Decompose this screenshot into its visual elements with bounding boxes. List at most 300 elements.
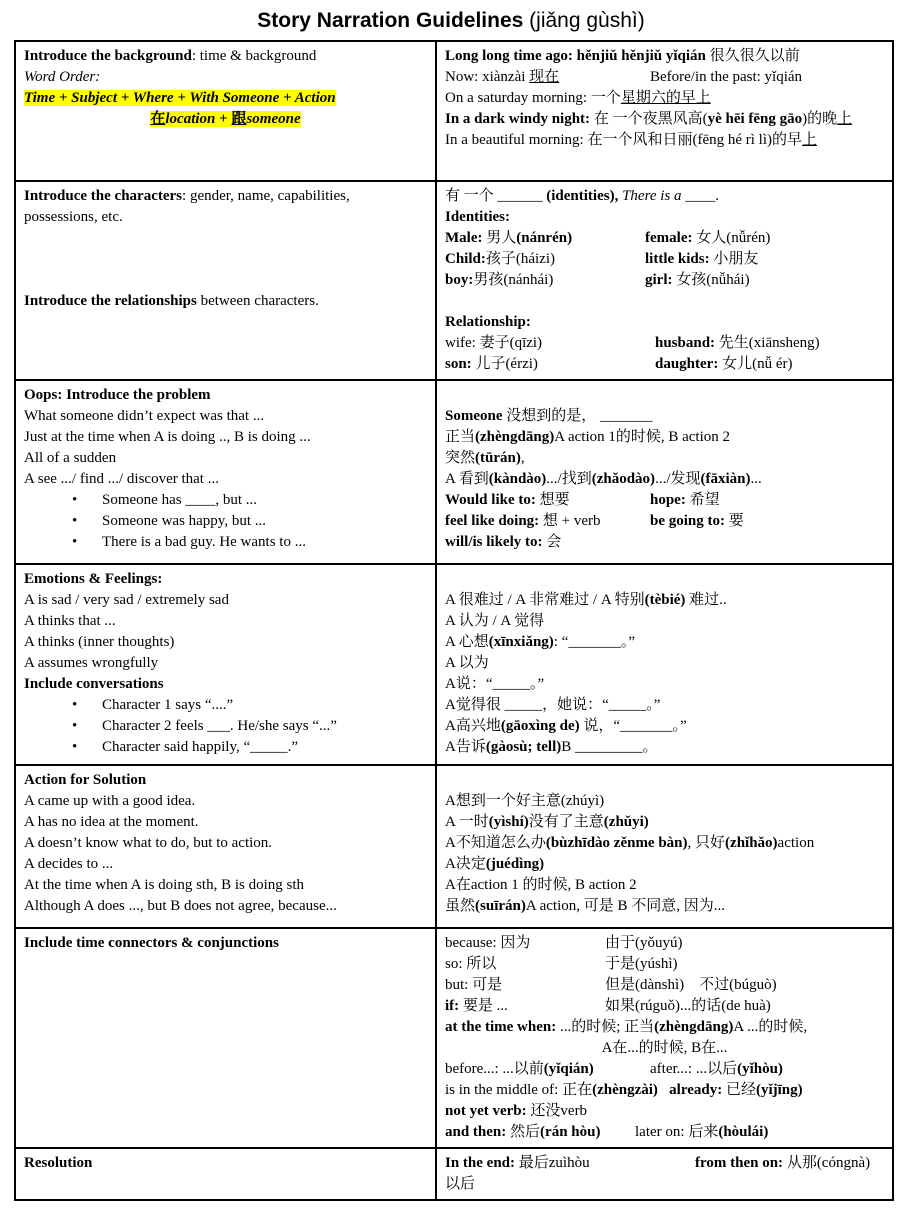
text-line — [445, 791, 884, 812]
text-line — [24, 511, 427, 532]
text-segment: A thinks (inner thoughts) — [24, 634, 175, 650]
text-segment: Emotions & Feelings: — [24, 571, 163, 587]
text-segment: , — [520, 450, 525, 466]
text-line — [445, 448, 884, 469]
text-segment: A action 1的时候, B action 2 — [554, 429, 731, 445]
text-segment: (zhèngdāng) — [475, 429, 555, 445]
text-segment: Male: — [445, 230, 487, 246]
document-title-main: Story Narration Guidelines — [257, 9, 524, 32]
table-row-characters — [15, 181, 893, 380]
cell-connectors-right — [436, 928, 893, 1148]
column-2 — [650, 492, 720, 508]
text-segment: 然后 — [510, 1124, 541, 1140]
column-1 — [445, 67, 650, 88]
text-line — [24, 737, 427, 758]
text-line — [445, 46, 884, 67]
text-segment: will/is likely to: — [445, 534, 547, 550]
text-line — [24, 632, 427, 653]
text-line — [445, 1122, 884, 1143]
text-segment: Introduce the characters — [24, 188, 183, 204]
text-segment: .../发现 — [655, 471, 701, 487]
blank-line — [24, 270, 427, 291]
text-line — [24, 109, 427, 130]
text-segment: Include conversations — [24, 676, 164, 692]
text-segment: (kàndào) — [488, 471, 547, 487]
text-segment: Child: — [445, 251, 486, 267]
text-segment: (xīnxiǎng) — [488, 634, 554, 650]
text-segment: 在 一个夜黑风高( — [593, 111, 708, 127]
text-segment: 现在 — [529, 69, 560, 85]
text-line — [24, 896, 427, 917]
text-segment: 从那(cóngnà)以后 — [445, 1155, 871, 1192]
text-segment: 男孩(nánhái) — [473, 272, 554, 288]
text-line — [445, 674, 884, 695]
text-segment: son: — [445, 356, 476, 372]
text-segment: 难过.. — [685, 592, 727, 608]
text-line — [445, 1101, 884, 1122]
text-segment: not yet verb: — [445, 1103, 531, 1119]
text-segment: 跟 — [231, 111, 247, 127]
column-2 — [645, 230, 770, 246]
text-line — [24, 186, 427, 228]
text-segment: (fāxiàn) — [700, 471, 751, 487]
text-segment: 说，“_______。” — [579, 718, 687, 734]
text-segment: (tèbié) — [644, 592, 686, 608]
text-segment: later on: 后来 — [635, 1124, 719, 1140]
text-segment: ____. — [681, 188, 720, 204]
text-segment: 上 — [837, 111, 853, 127]
text-line — [24, 448, 427, 469]
text-line — [445, 975, 884, 996]
text-line — [445, 130, 884, 151]
text-segment: 上 — [802, 132, 818, 148]
text-segment: 没有了主意 — [528, 814, 604, 830]
text-segment: 有 一个 ______ — [445, 188, 547, 204]
text-segment: wife: 妻子(qīzi) — [445, 335, 543, 351]
text-segment: Just at the time when A is doing .., B is doing ... — [24, 429, 311, 445]
column-2 — [645, 272, 750, 288]
text-line — [24, 653, 427, 674]
text-segment: 孩子(háizi) — [485, 251, 556, 267]
column-2 — [655, 335, 820, 351]
guidelines-table-body — [15, 41, 893, 1200]
text-segment: 小朋友 — [713, 251, 759, 267]
cell-connectors-left — [15, 928, 436, 1148]
text-segment: A 很难过 / A 非常难过 / A 特别 — [445, 592, 645, 608]
text-segment: 想 + verb — [542, 513, 601, 529]
highlighted-text — [150, 111, 300, 127]
column-1 — [445, 490, 650, 511]
cell-emotions-right — [436, 564, 893, 765]
text-line — [445, 812, 884, 833]
text-segment: Character 1 says “....” — [102, 697, 234, 713]
text-segment: Long long time ago: hěnjiǔ hěnjiǔ yǐqián — [445, 48, 710, 64]
text-segment: (juédìng) — [485, 856, 545, 872]
text-segment: A 一时 — [445, 814, 489, 830]
text-segment: : “_______。” — [553, 634, 636, 650]
bullet-marker: • — [72, 739, 78, 755]
text-line — [445, 653, 884, 674]
text-line — [445, 312, 884, 333]
text-segment: There is a bad guy. He wants to ... — [102, 534, 306, 550]
text-line — [24, 854, 427, 875]
text-segment: daughter: — [655, 356, 723, 372]
text-line — [445, 833, 884, 854]
text-line — [24, 695, 427, 716]
column-1 — [445, 228, 645, 249]
text-segment: A觉得很 _____，她说：“_____。” — [445, 697, 661, 713]
text-segment: A 心想 — [445, 634, 489, 650]
text-segment: at the time when: — [445, 1019, 557, 1035]
table-row-connectors — [15, 928, 893, 1148]
column-1 — [445, 975, 605, 996]
text-segment: (zhèngdāng) — [654, 1019, 734, 1035]
text-segment: (tūrán) — [475, 450, 521, 466]
text-line — [445, 1080, 884, 1101]
text-line — [445, 875, 884, 896]
text-segment: someone — [246, 111, 301, 127]
text-segment: Oops: Introduce the problem — [24, 387, 211, 403]
blank-line — [445, 569, 884, 590]
text-line — [445, 354, 884, 375]
text-segment: 由于(yǒuyú) — [605, 935, 683, 951]
guidelines-table — [14, 40, 894, 1201]
column-1 — [445, 1059, 650, 1080]
text-segment: A不知道怎么办 — [445, 835, 546, 851]
text-segment: be going to: — [650, 513, 729, 529]
text-segment: 但是(dànshì) 不过(búguò) — [605, 977, 777, 993]
text-segment: if: — [445, 998, 463, 1014]
text-segment: boy: — [445, 272, 474, 288]
column-2 — [650, 1061, 783, 1077]
blank-line — [24, 228, 427, 249]
column-2 — [650, 69, 802, 85]
column-2 — [605, 956, 678, 972]
text-segment: Character 2 feels ___. He/she says “...” — [102, 718, 337, 734]
text-line — [24, 406, 427, 427]
column-1 — [445, 1153, 695, 1174]
text-segment: because: 因为 — [445, 935, 531, 951]
blank-line — [24, 249, 427, 270]
text-line — [445, 1038, 884, 1059]
text-segment: female: — [645, 230, 697, 246]
cell-solution-right — [436, 765, 893, 928]
text-segment: 如果(rúguǒ)...的话(de huà) — [605, 998, 771, 1014]
text-line — [445, 737, 884, 758]
text-segment: 很久很久以前 — [709, 48, 800, 64]
text-segment: (suīrán) — [475, 898, 526, 914]
text-segment: Action for Solution — [24, 772, 147, 788]
column-2 — [605, 998, 771, 1014]
text-segment: A 以为 — [445, 655, 489, 671]
text-segment: 虽然 — [445, 898, 476, 914]
text-segment: A has no idea at the moment. — [24, 814, 199, 830]
text-segment: 会 — [546, 534, 562, 550]
text-line — [445, 427, 884, 448]
cell-characters-right — [436, 181, 893, 380]
text-segment: A came up with a good idea. — [24, 793, 196, 809]
text-segment: but: 可是 — [445, 977, 503, 993]
column-2 — [635, 1124, 768, 1140]
text-segment: Include time connectors & conjunctions — [24, 935, 279, 951]
column-1 — [445, 354, 655, 375]
text-segment: , 只好 — [687, 835, 726, 851]
text-line — [24, 46, 427, 67]
column-1 — [445, 933, 605, 954]
text-line — [445, 532, 884, 553]
text-line — [24, 291, 427, 312]
text-segment: (zhǐhǎo) — [725, 835, 778, 851]
text-segment: Time + Subject + Where + With Someone + Action — [24, 90, 336, 106]
text-segment: A在...的时候, B在... — [601, 1040, 728, 1056]
text-segment: In the end: — [445, 1155, 519, 1171]
bullet-marker: • — [72, 513, 78, 529]
text-segment: feel like doing: — [445, 513, 543, 529]
text-segment: location — [165, 111, 216, 127]
text-segment: Relationship: — [445, 314, 531, 330]
text-segment: (bùzhīdào zěnme bàn) — [545, 835, 688, 851]
text-line — [445, 632, 884, 653]
text-segment: Someone — [445, 408, 503, 424]
text-segment: 男人 — [486, 230, 517, 246]
text-segment: ...的时候; 正当 — [556, 1019, 655, 1035]
table-row-solution — [15, 765, 893, 928]
text-segment: A说：“_____。” — [445, 676, 545, 692]
text-segment: A ...的时候, — [733, 1019, 808, 1035]
text-line — [445, 186, 884, 207]
text-line — [24, 385, 427, 406]
text-segment: 女人(nǚrén) — [696, 230, 771, 246]
document-title — [0, 9, 902, 33]
text-line — [24, 88, 427, 109]
cell-problem-left — [15, 380, 436, 564]
bullet-marker: • — [72, 718, 78, 734]
text-segment: Now: xiànzài — [445, 69, 530, 85]
text-segment: yè hēi fēng gāo — [707, 111, 803, 127]
text-line — [445, 228, 884, 249]
text-segment: A doesn’t know what to do, but to action. — [24, 835, 273, 851]
text-segment: Would like to: — [445, 492, 540, 508]
text-line — [445, 333, 884, 354]
text-line — [24, 590, 427, 611]
text-segment: action — [777, 835, 815, 851]
text-line — [445, 490, 884, 511]
text-segment: Introduce the background — [24, 48, 192, 64]
cell-problem-right — [436, 380, 893, 564]
text-line — [445, 406, 884, 427]
text-line — [24, 875, 427, 896]
column-2 — [655, 356, 793, 372]
text-segment: In a dark windy night: — [445, 111, 594, 127]
column-1 — [445, 954, 605, 975]
text-segment: (yǐhòu) — [737, 1061, 783, 1077]
table-row-background — [15, 41, 893, 181]
text-segment: In a beautiful morning: 在一个风和日丽(fēng hé rì lì)的早 — [445, 132, 803, 148]
text-segment: 女孩(nǚhái) — [676, 272, 750, 288]
text-segment: (zhǔyi) — [603, 814, 649, 830]
text-segment — [658, 1082, 669, 1098]
highlighted-text — [24, 90, 336, 106]
text-segment: Identities: — [445, 209, 510, 225]
text-segment: 星期六的早上 — [620, 90, 711, 106]
table-row-problem — [15, 380, 893, 564]
text-segment: Before/in the past: yǐqián — [650, 69, 803, 85]
text-line — [445, 109, 884, 130]
text-segment: A在action 1 的时候, B action 2 — [445, 877, 637, 893]
text-segment: (yìshí) — [488, 814, 529, 830]
text-segment: A告诉 — [445, 739, 486, 755]
text-segment: little kids: — [645, 251, 714, 267]
text-segment: ... — [750, 471, 762, 487]
text-line — [24, 490, 427, 511]
text-line — [445, 270, 884, 291]
text-line — [445, 716, 884, 737]
text-line — [445, 511, 884, 532]
text-line — [445, 996, 884, 1017]
text-segment: (gāoxìng de) — [500, 718, 580, 734]
text-segment: so: 所以 — [445, 956, 497, 972]
text-segment: is in the middle of: 正在 — [445, 1082, 593, 1098]
text-segment: .../找到 — [546, 471, 592, 487]
text-segment: (zhèngzài) — [592, 1082, 658, 1098]
text-segment: 女儿(nǚ ér) — [722, 356, 793, 372]
text-segment: A想到一个好主意(zhúyì) — [445, 793, 605, 809]
text-segment: 要 — [728, 513, 744, 529]
text-line — [24, 1153, 427, 1174]
text-segment: girl: — [645, 272, 677, 288]
text-line — [445, 207, 884, 228]
blank-line — [445, 770, 884, 791]
column-2 — [650, 513, 744, 529]
text-segment: What someone didn’t expect was that ... — [24, 408, 265, 424]
text-line — [445, 933, 884, 954]
text-line — [24, 716, 427, 737]
text-segment: A高兴地 — [445, 718, 501, 734]
text-segment: and then: — [445, 1124, 511, 1140]
text-segment: B _________。 — [561, 739, 658, 755]
cell-background-left — [15, 41, 436, 181]
text-segment: 已经 — [725, 1082, 756, 1098]
text-segment: 先生(xiānsheng) — [718, 335, 820, 351]
blank-line — [445, 291, 884, 312]
column-2 — [605, 977, 777, 993]
text-line — [445, 590, 884, 611]
text-segment: 于是(yúshì) — [605, 956, 678, 972]
cell-resolution-right — [436, 1148, 893, 1200]
text-segment: 正当 — [445, 429, 476, 445]
text-segment: (gàosù; tell) — [485, 739, 562, 755]
text-segment: + — [215, 111, 232, 127]
text-segment: 想要 — [539, 492, 570, 508]
text-segment: Word Order: — [24, 69, 101, 85]
document-title-pinyin: (jiǎng gùshì) — [523, 9, 645, 32]
text-segment: )的晚 — [802, 111, 838, 127]
text-segment: Although A does ..., but B does not agree, because... — [24, 898, 337, 914]
text-segment: husband: — [655, 335, 719, 351]
text-line — [24, 569, 427, 590]
text-line — [24, 833, 427, 854]
text-line — [24, 469, 427, 490]
text-segment: On a saturday morning: 一个 — [445, 90, 621, 106]
text-line — [24, 933, 427, 954]
text-segment: (yǐqián) — [543, 1061, 594, 1077]
column-1 — [445, 249, 645, 270]
text-segment: between characters. — [196, 293, 319, 309]
cell-emotions-left — [15, 564, 436, 765]
table-row-resolution — [15, 1148, 893, 1200]
text-segment: At the time when A is doing sth, B is doing sth — [24, 877, 305, 893]
cell-resolution-left — [15, 1148, 436, 1200]
text-line — [445, 1153, 884, 1195]
text-segment: : time & background — [191, 48, 317, 64]
text-segment: A 看到 — [445, 471, 489, 487]
blank-line — [445, 385, 884, 406]
text-line — [445, 1059, 884, 1080]
text-segment: 没想到的是， _______ — [502, 408, 653, 424]
text-line — [24, 812, 427, 833]
text-line — [445, 67, 884, 88]
text-line — [445, 249, 884, 270]
text-segment: : gender, name, capabilities, possessions, etc. — [24, 188, 350, 225]
text-segment: 希望 — [689, 492, 720, 508]
text-segment: (hòulái) — [718, 1124, 769, 1140]
text-line — [24, 674, 427, 695]
text-segment: A is sad / very sad / extremely sad — [24, 592, 229, 608]
text-segment: (rán hòu) — [540, 1124, 601, 1140]
text-segment: Character said happily, “_____.” — [102, 739, 299, 755]
column-2 — [645, 251, 758, 267]
column-1 — [445, 511, 650, 532]
column-2 — [605, 935, 683, 951]
text-line — [445, 611, 884, 632]
text-segment: before...: ...以前 — [445, 1061, 544, 1077]
text-segment: after...: ...以后 — [650, 1061, 738, 1077]
cell-characters-left — [15, 181, 436, 380]
text-segment: A决定 — [445, 856, 486, 872]
bullet-marker: • — [72, 697, 78, 713]
text-segment: 突然 — [445, 450, 476, 466]
text-segment: A decides to ... — [24, 856, 114, 872]
text-line — [445, 469, 884, 490]
text-segment: A action, 可是 B 不同意, 因为... — [525, 898, 726, 914]
text-segment: A 认为 / A 觉得 — [445, 613, 545, 629]
text-segment: from then on: — [695, 1155, 787, 1171]
text-line — [445, 896, 884, 917]
text-line — [445, 1017, 884, 1038]
text-segment: 在 — [150, 111, 166, 127]
text-segment: Resolution — [24, 1155, 93, 1171]
column-1 — [445, 333, 655, 354]
text-segment: (nánrén) — [516, 230, 573, 246]
bullet-marker: • — [72, 492, 78, 508]
text-segment: Introduce the relationships — [24, 293, 197, 309]
text-segment: (yǐjīng) — [755, 1082, 803, 1098]
text-segment: Someone has ____, but ... — [102, 492, 257, 508]
text-segment: Someone was happy, but ... — [102, 513, 267, 529]
text-segment: already: — [669, 1082, 726, 1098]
table-row-emotions — [15, 564, 893, 765]
text-segment: 要是 ... — [462, 998, 508, 1014]
text-segment: (identities), — [546, 188, 619, 204]
bullet-marker: • — [72, 534, 78, 550]
text-line — [24, 611, 427, 632]
column-1 — [445, 1122, 635, 1143]
text-segment: A see .../ find .../ discover that ... — [24, 471, 219, 487]
text-segment: 儿子(érzi) — [475, 356, 538, 372]
cell-solution-left — [15, 765, 436, 928]
text-segment: There is a — [622, 188, 682, 204]
text-segment: 还没verb — [530, 1103, 588, 1119]
